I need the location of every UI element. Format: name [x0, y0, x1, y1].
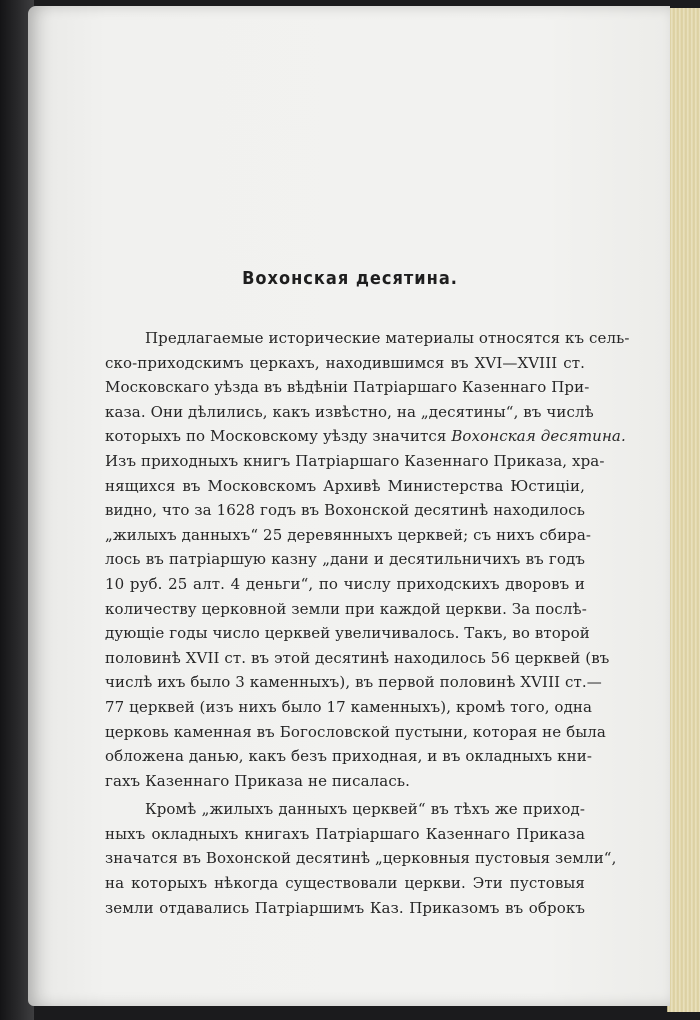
italic-name: Вохонская десятина. [451, 427, 626, 446]
text-line: 10 руб. 25 алт. 4 деньги“, по числу приходскихъ дворовъ и [105, 574, 585, 593]
text-line: церковь каменная въ Богословской пустыни, которая не была [105, 722, 606, 741]
text-line: Изъ приходныхъ книгъ Патріаршаго Казеннаго Приказа, хра- [105, 451, 605, 470]
text-line: которыхъ по Московскому уѣзду значится Вохонская десятина. [105, 427, 626, 446]
text-line: земли отдавались Патріаршимъ Каз. Приказомъ въ оброкъ [105, 898, 585, 917]
text-line: ско-приходскимъ церкахъ, находившимся въ XVI—XVIII ст. [105, 353, 585, 372]
text-line: „жилыхъ данныхъ“ 25 деревянныхъ церквей; съ нихъ сбира- [105, 525, 592, 544]
text-line: половинѣ XVII ст. въ этой десятинѣ находилось 56 церквей (въ [105, 648, 610, 667]
text-line: Кромѣ „жилыхъ данныхъ церквей“ въ тѣхъ же приход- [145, 800, 585, 819]
page-title: Вохонская десятина. [242, 268, 458, 289]
body-text [105, 326, 630, 920]
text-line: 77 церквей (изъ нихъ было 17 каменныхъ), кромѣ того, одна [105, 697, 593, 716]
text-line: лось въ патріаршую казну „дани и десятильничихъ въ годъ [105, 550, 585, 569]
text-line: ныхъ окладныхъ книгахъ Патріаршаго Казеннаго Приказа [105, 824, 585, 843]
text-line: числѣ ихъ было 3 каменныхъ), въ первой половинѣ XVIII ст.— [105, 673, 602, 692]
text-line: количеству церковной земли при каждой церкви. За послѣ- [105, 599, 587, 618]
text-line: видно, что за 1628 годъ въ Вохонской десятинѣ находилось [105, 501, 585, 520]
paragraph-2 [105, 797, 617, 920]
text-line: гахъ Казеннаго Приказа не писалась. [105, 771, 410, 790]
text-line: Московскаго уѣзда въ вѣдѣніи Патріаршаго Казеннаго При- [105, 378, 590, 397]
text-line: на которыхъ нѣкогда существовали церкви. Эти пустовыя [105, 874, 585, 893]
text-line: каза. Они дѣлились, какъ извѣстно, на „десятины“, въ числѣ [105, 402, 594, 421]
paragraph-1 [105, 326, 630, 793]
text-line: Предлагаемые исторические материалы относятся къ сель- [145, 329, 630, 347]
text-line: обложена данью, какъ безъ приходная, и въ окладныхъ кни- [105, 747, 592, 766]
text-line: значатся въ Вохонской десятинѣ „церковныя пустовыя земли“, [105, 849, 617, 868]
text-line: нящихся въ Московскомъ Архивѣ Министерства Юстиціи, [105, 476, 585, 495]
page-edges [667, 8, 700, 1012]
text-line: дующіе годы число церквей увеличивалось. Такъ, во второй [105, 624, 590, 643]
